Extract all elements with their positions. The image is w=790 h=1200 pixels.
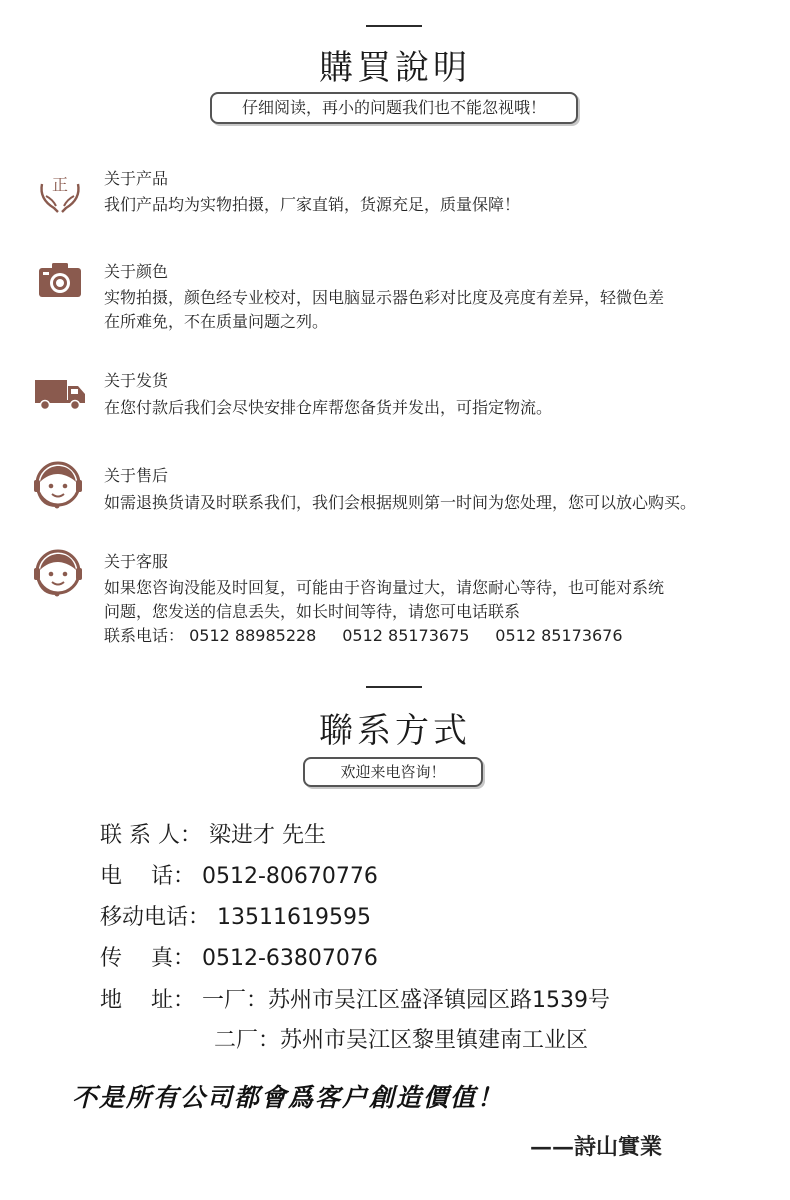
hands-quality-icon	[36, 168, 84, 216]
camera-icon	[38, 262, 82, 298]
contact-person-label: 联 系 人：	[100, 823, 202, 848]
phone-number: 0512 85173675	[342, 626, 470, 645]
contact-fax-row	[100, 941, 378, 972]
item-title-aftersales: 关于售后	[104, 466, 169, 485]
purchase-subtitle-text: 仔细阅读，再小的问题我们也不能忽视哦！	[241, 98, 546, 117]
service-phones	[104, 624, 774, 648]
item-title-product: 关于产品	[104, 169, 169, 188]
customer-service-icon	[32, 460, 84, 512]
item-title-color: 关于颜色	[104, 262, 169, 281]
contact-mobile-row	[100, 900, 371, 931]
contact-fax-label: 传 真：	[100, 946, 195, 971]
item-text-color-line1: 实物拍摄，颜色经专业校对，因电脑显示器色彩对比度及亮度有差异，轻微色差	[104, 288, 665, 307]
item-title-shipping: 关于发货	[104, 371, 169, 390]
contact-address-row	[100, 983, 610, 1014]
contact-mobile-value: 13511619595	[217, 905, 371, 930]
contact-person-value: 梁进才 先生	[209, 823, 326, 848]
contact-tel-value: 0512-80670776	[202, 864, 378, 889]
item-text-color-line2: 在所难免，不在质量问题之列。	[104, 312, 329, 331]
contact-person-row	[100, 818, 326, 849]
contact-subtitle	[303, 757, 483, 787]
company-signature: ——詩山實業	[530, 1134, 663, 1160]
company-slogan: 不是所有公司都會爲客户創造價值！	[72, 1083, 505, 1112]
contact-mobile-label: 移动电话：	[100, 905, 211, 930]
contact-fax-value: 0512-63807076	[202, 946, 378, 971]
item-text-product: 我们产品均为实物拍摄，厂家直销，货源充足，质量保障！	[104, 195, 521, 214]
quality-badge-text: 正	[51, 175, 69, 194]
item-text-service-line1: 如果您咨询没能及时回复，可能由于咨询量过大，请您耐心等待，也可能对系统	[104, 578, 665, 597]
contact-address-row-2	[214, 1023, 588, 1054]
contact-address-2: 二厂：苏州市吴江区黎里镇建南工业区	[214, 1028, 589, 1053]
purchase-subtitle	[210, 92, 578, 124]
phone-number: 0512 85173676	[495, 626, 623, 645]
item-text-service-line2: 问题，您发送的信息丢失，如长时间等待，请您可电话联系	[104, 602, 521, 621]
customer-service-icon	[32, 548, 84, 600]
phone-number: 0512 88985228	[189, 626, 317, 645]
truck-icon	[34, 378, 86, 410]
item-title-service: 关于客服	[104, 552, 169, 571]
contact-subtitle-text: 欢迎来电咨询！	[340, 763, 446, 781]
top-divider	[366, 25, 422, 27]
contact-tel-label: 电 话：	[100, 864, 195, 889]
item-text-shipping: 在您付款后我们会尽快安排仓库帮您备货并发出，可指定物流。	[104, 398, 553, 417]
contact-divider	[366, 686, 422, 688]
purchase-title: 購買說明	[319, 48, 471, 88]
contact-tel-row	[100, 859, 378, 890]
contact-address-label: 地 址：	[100, 988, 195, 1013]
contact-address-1: 一厂：苏州市吴江区盛泽镇园区路1539号	[202, 988, 610, 1013]
item-text-aftersales: 如需退换货请及时联系我们，我们会根据规则第一时间为您处理，您可以放心购买。	[104, 493, 697, 512]
phone-label: 联系电话：	[104, 626, 185, 645]
contact-title: 聯系方式	[319, 711, 471, 751]
